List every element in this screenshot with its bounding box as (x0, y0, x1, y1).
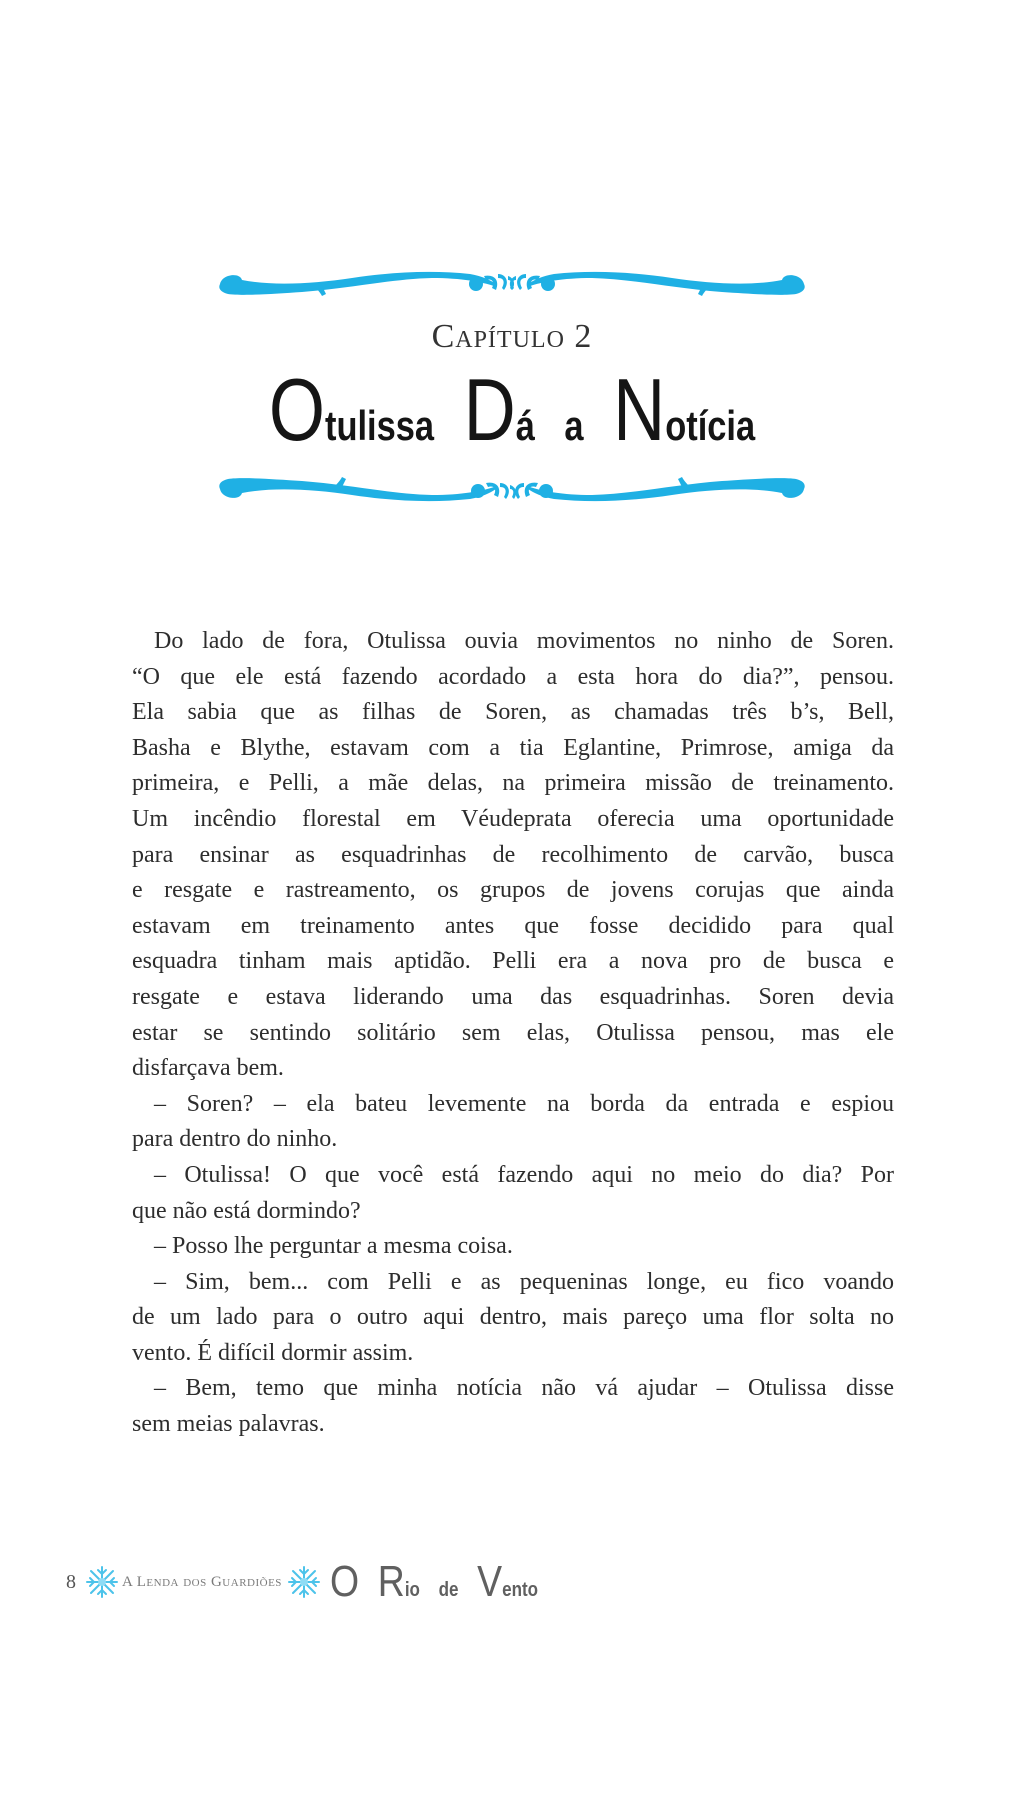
text-line: – Sim, bem... com Pelli e as pequeninas longe, eu fico voando (154, 1268, 894, 1295)
text-line: e resgate e rastreamento, os grupos de jovens corujas que ainda (132, 877, 894, 904)
text-line: – Posso lhe perguntar a mesma coisa. (154, 1233, 513, 1260)
book-title-word: O (329, 1557, 360, 1606)
snowflake-icon (84, 1564, 120, 1600)
chapter-title-word: Otulissa (268, 360, 435, 459)
text-line: para ensinar as esquadrinhas de recolhimento de carvão, busca (132, 841, 894, 868)
text-line: estar se sentindo solitário sem elas, Otulissa pensou, mas ele (132, 1019, 894, 1046)
chapter-title-word: Notícia (613, 360, 756, 459)
text-line: – Otulissa! O que você está fazendo aqui no meio do dia? Por (154, 1161, 894, 1188)
text-line: – Bem, temo que minha notícia não vá ajudar – Otulissa disse (154, 1375, 894, 1402)
text-line: resgate e estava liderando uma das esquadrinhas. Soren devia (132, 983, 894, 1010)
text-line: de um lado para o outro aqui dentro, mais pareço uma flor solta no (132, 1304, 894, 1331)
text-line: para dentro do ninho. (132, 1126, 338, 1153)
text-line: disfarçava bem. (132, 1055, 284, 1082)
chapter-title (92, 360, 932, 459)
book-title-word: de (438, 1579, 459, 1601)
book-title-word: Rio (377, 1557, 420, 1606)
text-line: – Soren? – ela bateu levemente na borda da entrada e espiou (154, 1090, 894, 1117)
book-title (330, 1557, 557, 1607)
series-name: A Lenda dos Guardiões (122, 1573, 282, 1590)
chapter-title-word: Dá (463, 360, 535, 459)
book-title-word: Vento (477, 1557, 538, 1606)
page-footer (66, 1557, 597, 1606)
text-line: estavam em treinamento antes que fosse decidido para qual (132, 912, 894, 939)
scroll-ornament-icon (212, 465, 812, 513)
text-line: primeira, e Pelli, a mãe delas, na primeira missão de treinamento. (132, 770, 894, 797)
chapter-body-text (132, 624, 894, 1443)
text-line: Do lado de fora, Otulissa ouvia movimentos no ninho de Soren. (154, 628, 894, 654)
chapter-label: Capítulo 2 (431, 318, 593, 355)
text-line: “O que ele está fazendo acordado a esta hora do dia?”, pensou. (132, 663, 894, 690)
chapter-title-word: a (564, 402, 584, 449)
snowflake-icon (286, 1564, 322, 1600)
text-line: vento. É difícil dormir assim. (132, 1339, 414, 1366)
scroll-ornament-icon (212, 254, 812, 302)
text-line: esquadra tinham mais aptidão. Pelli era a nova pro de busca e (132, 948, 894, 975)
text-line: Ela sabia que as filhas de Soren, as chamadas três b’s, Bell, (132, 699, 894, 726)
page-number: 8 (66, 1570, 76, 1593)
text-line: que não está dormindo? (132, 1197, 361, 1224)
text-line: Um incêndio florestal em Véudeprata oferecia uma oportunidade (132, 805, 894, 832)
text-line: Basha e Blythe, estavam com a tia Eglantine, Primrose, amiga da (132, 734, 894, 761)
text-line: sem meias palavras. (132, 1411, 325, 1438)
